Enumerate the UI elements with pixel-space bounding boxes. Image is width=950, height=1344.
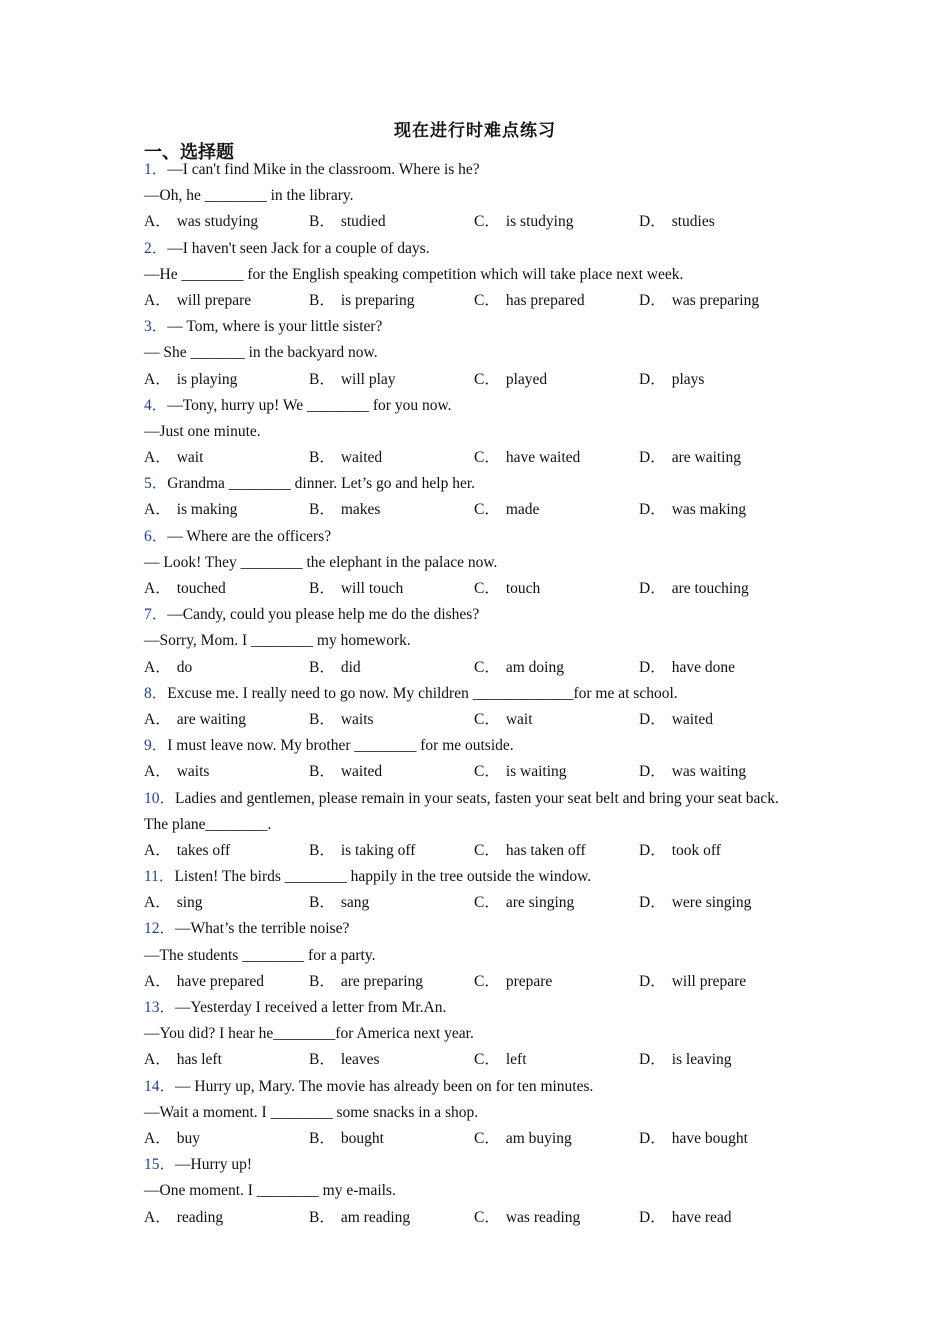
option-text: made <box>505 501 540 519</box>
answer-options <box>144 1205 804 1231</box>
answer-option <box>639 969 804 995</box>
question-text: —Wait a moment. I ________ some snacks in a shop. <box>144 1103 479 1121</box>
answer-options <box>144 655 804 681</box>
option-letter: B． <box>309 580 335 597</box>
question-number: 15． <box>144 1156 176 1174</box>
question-number: 10． <box>144 789 176 807</box>
answer-option <box>144 288 309 314</box>
answer-option <box>474 445 639 471</box>
answer-option <box>309 209 474 235</box>
option-text: studied <box>340 213 386 231</box>
option-text: prepare <box>505 972 553 990</box>
option-text: is studying <box>505 213 574 231</box>
option-text: did <box>340 658 361 676</box>
option-letter: C． <box>474 580 500 597</box>
question-number: 7． <box>144 606 168 624</box>
option-letter: B． <box>309 972 335 990</box>
answer-option <box>309 445 474 471</box>
option-letter: C． <box>474 658 500 676</box>
answer-option <box>474 890 639 916</box>
question-text: — Hurry up, Mary. The movie has already been on for ten minutes. <box>175 1077 594 1095</box>
answer-option <box>639 707 804 733</box>
option-letter: B． <box>309 501 335 519</box>
question-dialogue-line <box>144 183 804 209</box>
answer-option <box>144 1126 309 1152</box>
question-item <box>144 602 804 681</box>
question-text: —Hurry up! <box>175 1156 253 1174</box>
option-text: are singing <box>505 894 575 912</box>
option-letter: A． <box>144 658 171 676</box>
answer-option <box>309 759 474 785</box>
option-text: bought <box>340 1129 384 1147</box>
answer-option <box>309 1205 474 1231</box>
question-text: —I can't find Mike in the classroom. Where is he? <box>167 161 480 178</box>
option-text: is preparing <box>340 291 415 309</box>
option-text: was preparing <box>671 291 760 309</box>
question-item <box>144 1074 804 1153</box>
question-text: —Just one minute. <box>144 422 261 440</box>
option-letter: C． <box>474 841 500 859</box>
answer-option <box>144 576 309 602</box>
answer-option <box>639 209 804 235</box>
option-letter: A． <box>144 1051 171 1069</box>
option-letter: D． <box>639 710 666 728</box>
option-letter: D． <box>639 894 666 912</box>
question-number: 9． <box>144 737 168 755</box>
option-letter: A． <box>144 580 171 597</box>
option-letter: B． <box>309 1051 335 1069</box>
answer-option <box>309 288 474 314</box>
question-item <box>144 916 804 995</box>
answer-option <box>474 707 639 733</box>
option-text: is waiting <box>505 763 567 781</box>
option-letter: D． <box>639 1208 666 1226</box>
option-letter: A． <box>144 213 171 231</box>
answer-options <box>144 209 804 235</box>
question-stem <box>144 393 804 419</box>
option-letter: A． <box>144 972 171 990</box>
answer-options <box>144 969 804 995</box>
question-number: 5． <box>144 475 168 493</box>
question-stem <box>144 1074 804 1100</box>
question-text: —I haven't seen Jack for a couple of days. <box>167 239 430 257</box>
question-text: —One moment. I ________ my e-mails. <box>144 1182 396 1200</box>
option-letter: A． <box>144 370 171 388</box>
option-text: are waiting <box>176 710 246 728</box>
option-letter: D． <box>639 1051 666 1069</box>
answer-option <box>639 759 804 785</box>
question-item <box>144 995 804 1074</box>
question-dialogue-line <box>144 419 804 445</box>
question-text: Listen! The birds ________ happily in the tree outside the window. <box>174 868 592 886</box>
option-letter: B． <box>309 710 335 728</box>
question-number: 8． <box>144 684 168 702</box>
option-letter: D． <box>639 501 666 519</box>
question-stem <box>144 1152 804 1178</box>
answer-option <box>144 209 309 235</box>
option-text: will touch <box>340 580 404 597</box>
option-letter: C． <box>474 1129 500 1147</box>
answer-options <box>144 367 804 393</box>
answer-option <box>474 1126 639 1152</box>
answer-option <box>144 969 309 995</box>
option-letter: A． <box>144 841 171 859</box>
option-letter: A． <box>144 1129 171 1147</box>
answer-option <box>474 576 639 602</box>
answer-options <box>144 445 804 471</box>
option-text: waited <box>671 710 714 728</box>
question-text: —Sorry, Mom. I ________ my homework. <box>144 632 411 650</box>
question-dialogue-line <box>144 1100 804 1126</box>
question-item <box>144 393 804 472</box>
question-text: — Look! They ________ the elephant in the palace now. <box>144 553 498 571</box>
question-text: —He ________ for the English speaking competition which will take place next week. <box>144 265 684 283</box>
option-letter: C． <box>474 894 500 912</box>
question-item <box>144 681 804 733</box>
question-dialogue-line <box>144 550 804 576</box>
option-letter: C． <box>474 501 500 519</box>
answer-option <box>639 576 804 602</box>
option-text: have bought <box>671 1129 748 1147</box>
option-text: was waiting <box>671 763 747 781</box>
option-text: has prepared <box>505 291 585 309</box>
option-text: do <box>176 658 193 676</box>
option-letter: D． <box>639 763 666 781</box>
question-dialogue-line <box>144 1021 804 1047</box>
answer-option <box>639 1047 804 1073</box>
answer-option <box>309 497 474 523</box>
option-text: leaves <box>340 1051 380 1069</box>
question-stem <box>144 916 804 942</box>
option-text: have done <box>671 658 735 676</box>
option-text: waited <box>340 449 383 467</box>
question-item <box>144 471 804 523</box>
option-text: has left <box>176 1051 222 1069</box>
option-letter: D． <box>639 1129 666 1147</box>
answer-options <box>144 288 804 314</box>
option-letter: D． <box>639 841 666 859</box>
option-text: played <box>505 370 548 388</box>
option-letter: B． <box>309 658 335 676</box>
option-letter: B． <box>309 763 335 781</box>
answer-option <box>474 759 639 785</box>
option-text: touch <box>505 580 541 597</box>
answer-option <box>144 1047 309 1073</box>
option-text: plays <box>671 370 705 388</box>
answer-options <box>144 1126 804 1152</box>
option-text: sing <box>176 894 203 912</box>
question-number: 13． <box>144 999 176 1017</box>
page-title: 现在进行时难点练习 <box>394 121 556 141</box>
question-number: 1． <box>144 161 168 178</box>
option-text: will prepare <box>176 291 252 309</box>
option-text: is playing <box>176 370 238 388</box>
question-dialogue-line <box>144 340 804 366</box>
answer-options <box>144 759 804 785</box>
answer-option <box>474 655 639 681</box>
answer-option <box>639 445 804 471</box>
answer-option <box>639 288 804 314</box>
question-text: — She _______ in the backyard now. <box>144 344 378 362</box>
option-letter: C． <box>474 449 500 467</box>
option-letter: A． <box>144 894 171 912</box>
section-heading: 一、选择题 <box>144 142 234 163</box>
answer-option <box>474 969 639 995</box>
option-text: was making <box>671 501 747 519</box>
answer-option <box>474 497 639 523</box>
option-letter: D． <box>639 213 666 231</box>
question-number: 14． <box>144 1077 176 1095</box>
answer-option <box>474 288 639 314</box>
option-text: buy <box>176 1129 200 1147</box>
answer-option <box>309 707 474 733</box>
answer-option <box>144 367 309 393</box>
question-text: —Candy, could you please help me do the dishes? <box>167 606 480 624</box>
question-stem <box>144 602 804 628</box>
answer-option <box>639 655 804 681</box>
option-text: is leaving <box>671 1051 732 1069</box>
option-letter: B． <box>309 213 335 231</box>
option-text: takes off <box>176 841 231 859</box>
option-text: am reading <box>340 1208 411 1226</box>
answer-option <box>639 1205 804 1231</box>
question-item <box>144 524 804 603</box>
answer-option <box>144 655 309 681</box>
answer-option <box>309 576 474 602</box>
question-dialogue-line <box>144 1178 804 1204</box>
question-stem <box>144 995 804 1021</box>
answer-options <box>144 1047 804 1073</box>
option-letter: B． <box>309 370 335 388</box>
question-item <box>144 786 804 865</box>
option-letter: C． <box>474 370 500 388</box>
option-letter: B． <box>309 841 335 859</box>
answer-options <box>144 890 804 916</box>
option-text: left <box>505 1051 527 1069</box>
answer-options <box>144 838 804 864</box>
option-text: makes <box>340 501 381 519</box>
question-item <box>144 157 804 236</box>
answer-option <box>639 1126 804 1152</box>
option-letter: C． <box>474 710 500 728</box>
answer-option <box>639 890 804 916</box>
option-letter: D． <box>639 658 666 676</box>
answer-option <box>309 1047 474 1073</box>
option-text: have read <box>671 1208 732 1226</box>
answer-option <box>639 497 804 523</box>
option-text: have prepared <box>176 972 265 990</box>
option-letter: B． <box>309 291 335 309</box>
option-text: is making <box>176 501 238 519</box>
answer-option <box>144 707 309 733</box>
option-letter: A． <box>144 710 171 728</box>
option-letter: A． <box>144 501 171 519</box>
question-stem <box>144 157 804 183</box>
answer-options <box>144 497 804 523</box>
question-item <box>144 314 804 393</box>
question-stem <box>144 786 804 838</box>
option-text: were singing <box>671 894 752 912</box>
option-text: wait <box>176 449 204 467</box>
option-letter: C． <box>474 972 500 990</box>
option-letter: A． <box>144 449 171 467</box>
option-letter: C． <box>474 291 500 309</box>
option-letter: A． <box>144 291 171 309</box>
question-number: 2． <box>144 239 168 257</box>
question-stem <box>144 864 804 890</box>
option-letter: A． <box>144 763 171 781</box>
option-text: sang <box>340 894 370 912</box>
option-letter: D． <box>639 580 666 597</box>
answer-option <box>309 969 474 995</box>
option-letter: C． <box>474 1208 500 1226</box>
question-item <box>144 1152 804 1231</box>
answer-option <box>309 890 474 916</box>
option-text: will prepare <box>671 972 747 990</box>
option-letter: C． <box>474 763 500 781</box>
answer-option <box>474 1205 639 1231</box>
question-text: Excuse me. I really need to go now. My children _____________for me at school. <box>167 684 678 702</box>
question-text: —Yesterday I received a letter from Mr.An. <box>175 999 447 1017</box>
question-number: 3． <box>144 318 168 336</box>
option-text: studies <box>671 213 715 231</box>
answer-option <box>144 838 309 864</box>
option-letter: B． <box>309 894 335 912</box>
question-text: Grandma ________ dinner. Let’s go and help her. <box>167 475 476 493</box>
question-text: —You did? I hear he________for America next year. <box>144 1025 474 1043</box>
option-letter: D． <box>639 291 666 309</box>
option-text: has taken off <box>505 841 586 859</box>
answer-options <box>144 707 804 733</box>
answer-option <box>144 445 309 471</box>
question-text: I must leave now. My brother ________ for me outside. <box>167 737 514 755</box>
option-text: are touching <box>671 580 749 597</box>
question-number: 11． <box>144 868 175 886</box>
option-text: touched <box>176 580 226 597</box>
question-item <box>144 236 804 315</box>
question-stem <box>144 733 804 759</box>
option-text: took off <box>671 841 721 859</box>
answer-option <box>474 838 639 864</box>
option-letter: C． <box>474 1051 500 1069</box>
option-text: was studying <box>176 213 259 231</box>
option-text: waited <box>340 763 383 781</box>
question-stem <box>144 524 804 550</box>
question-text: — Tom, where is your little sister? <box>167 318 383 336</box>
question-text: —Tony, hurry up! We ________ for you now. <box>167 396 452 414</box>
option-letter: B． <box>309 1129 335 1147</box>
option-letter: D． <box>639 370 666 388</box>
question-text: — Where are the officers? <box>167 527 332 545</box>
question-text: —Oh, he ________ in the library. <box>144 187 354 205</box>
answer-option <box>309 367 474 393</box>
question-number: 4． <box>144 396 168 414</box>
answer-option <box>639 838 804 864</box>
question-number: 12． <box>144 920 176 938</box>
question-dialogue-line <box>144 628 804 654</box>
question-dialogue-line <box>144 262 804 288</box>
answer-option <box>474 367 639 393</box>
question-text: —What’s the terrible noise? <box>175 920 350 938</box>
answer-option <box>474 1047 639 1073</box>
answer-option <box>144 759 309 785</box>
question-number: 6． <box>144 527 168 545</box>
question-dialogue-line <box>144 943 804 969</box>
option-letter: D． <box>639 449 666 467</box>
option-text: am buying <box>505 1129 572 1147</box>
question-text: —The students ________ for a party. <box>144 946 376 964</box>
question-text: Ladies and gentlemen, please remain in your seats, fasten your seat belt and bring your seat back. The plane________. <box>144 789 779 833</box>
option-text: wait <box>505 710 533 728</box>
option-text: is taking off <box>340 841 416 859</box>
answer-options <box>144 576 804 602</box>
answer-option <box>144 1205 309 1231</box>
answer-option <box>474 209 639 235</box>
question-stem <box>144 681 804 707</box>
option-letter: D． <box>639 972 666 990</box>
option-text: was reading <box>505 1208 581 1226</box>
answer-option <box>309 1126 474 1152</box>
option-letter: C． <box>474 213 500 231</box>
answer-option <box>639 367 804 393</box>
option-letter: A． <box>144 1208 171 1226</box>
question-stem <box>144 236 804 262</box>
answer-option <box>309 838 474 864</box>
answer-option <box>144 497 309 523</box>
option-letter: B． <box>309 449 335 467</box>
option-text: am doing <box>505 658 564 676</box>
option-text: have waited <box>505 449 581 467</box>
answer-option <box>309 655 474 681</box>
option-text: waits <box>340 710 374 728</box>
answer-option <box>144 890 309 916</box>
option-text: will play <box>340 370 396 388</box>
option-text: waits <box>176 763 210 781</box>
option-text: are waiting <box>671 449 741 467</box>
option-letter: B． <box>309 1208 335 1226</box>
option-text: are preparing <box>340 972 424 990</box>
question-stem <box>144 314 804 340</box>
question-list <box>144 157 804 1231</box>
question-stem <box>144 471 804 497</box>
option-text: reading <box>176 1208 224 1226</box>
question-item <box>144 864 804 916</box>
question-item <box>144 733 804 785</box>
